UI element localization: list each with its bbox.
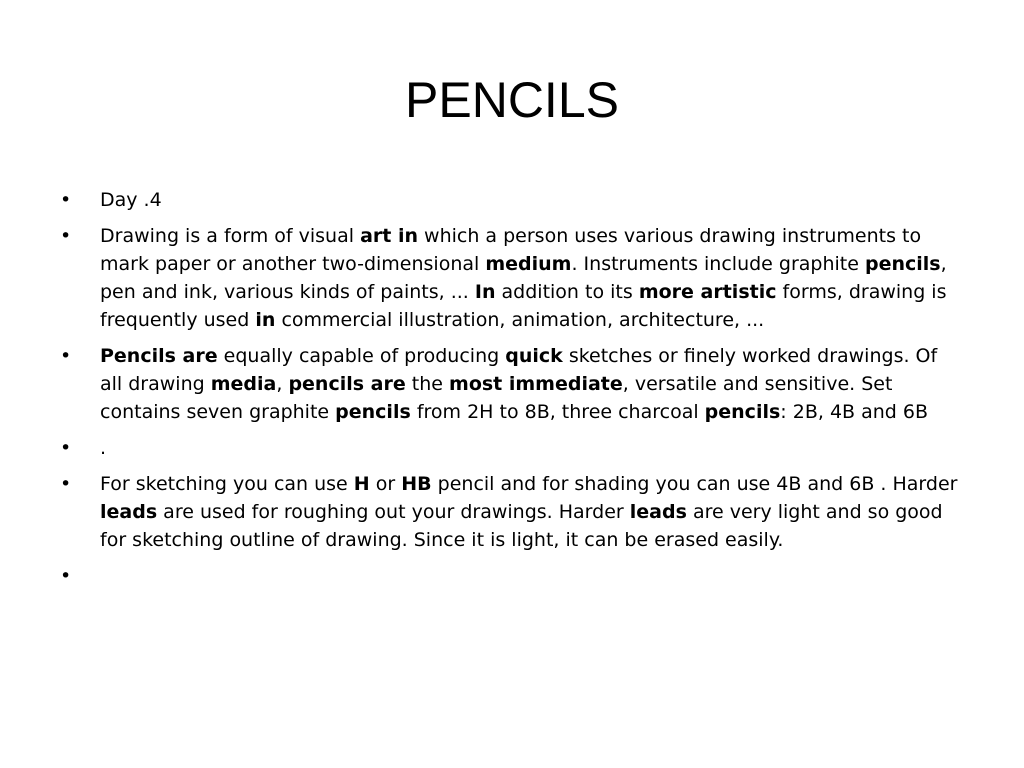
text-run: from 2H to 8B, three charcoal	[410, 401, 705, 423]
bold-text-run: leads	[629, 501, 687, 523]
bullet-dot-icon: •	[60, 225, 72, 247]
text-run: equally capable of producing	[217, 345, 506, 367]
bullet-item	[60, 222, 960, 334]
bold-text-run: most immediate	[449, 373, 623, 395]
text-run: which a person uses various drawing instruments to mark paper or another two-dimensional	[100, 225, 922, 275]
bullet-item	[60, 342, 960, 426]
bold-text-run: pencils	[864, 253, 941, 275]
text-run: Drawing is a form of visual	[100, 225, 361, 247]
text-run: : 2B, 4B and 6B	[780, 401, 929, 423]
bullet-item	[60, 434, 960, 462]
bold-text-run: pencils	[335, 401, 411, 423]
bold-text-run: leads	[100, 501, 158, 523]
bold-text-run: media	[210, 373, 277, 395]
bullet-text	[100, 473, 957, 551]
bullet-text	[100, 225, 947, 331]
bullet-item	[60, 470, 960, 554]
text-run: For sketching you can use	[100, 473, 354, 495]
text-run: .	[100, 437, 107, 459]
bold-text-run: H	[353, 473, 370, 495]
text-run: forms, drawing is frequently used	[100, 281, 947, 331]
bullet-dot-icon: •	[60, 473, 72, 495]
text-run: pencil and for shading you can use 4B and 6B . Harder	[431, 473, 958, 495]
text-run: are used for roughing out your drawings. Harder	[157, 501, 630, 523]
bold-text-run: medium	[485, 253, 572, 275]
text-run: ,	[276, 373, 289, 395]
bullet-item	[60, 186, 960, 214]
text-run: the	[405, 373, 450, 395]
bold-text-run: Pencils are	[100, 345, 218, 367]
bold-text-run: art in	[360, 225, 418, 247]
text-run: addition to its	[495, 281, 639, 303]
bold-text-run: HB	[401, 473, 432, 495]
bold-text-run: In	[474, 281, 496, 303]
bold-text-run: in	[255, 309, 276, 331]
bullet-dot-icon: •	[60, 345, 72, 367]
slide-title: PENCILS	[405, 72, 619, 128]
text-run: , pen and ink, various kinds of paints, ...	[100, 253, 947, 303]
text-run: . Instruments include graphite	[571, 253, 865, 275]
bullet-dot-icon: •	[60, 565, 72, 587]
bold-text-run: pencils are	[288, 373, 406, 395]
bullet-text	[100, 437, 106, 459]
bold-text-run: more artistic	[638, 281, 777, 303]
text-run: , versatile and sensitive. Set contains seven graphite	[100, 373, 893, 423]
bold-text-run: quick	[505, 345, 563, 367]
text-run: commercial illustration, animation, architecture, ...	[275, 309, 765, 331]
text-run: Day .4	[100, 189, 162, 211]
bullet-list	[60, 186, 960, 587]
text-run: or	[369, 473, 402, 495]
text-run: are very light and so good for sketching outline of drawing. Since it is light, it can be erased easily.	[100, 501, 943, 551]
bullet-text	[100, 189, 162, 211]
bold-text-run: pencils	[704, 401, 781, 423]
text-run: sketches or finely worked drawings. Of all drawing	[100, 345, 938, 395]
bullet-dot-icon: •	[60, 189, 72, 211]
bullet-text	[100, 345, 937, 423]
bullet-dot-icon: •	[60, 437, 72, 459]
